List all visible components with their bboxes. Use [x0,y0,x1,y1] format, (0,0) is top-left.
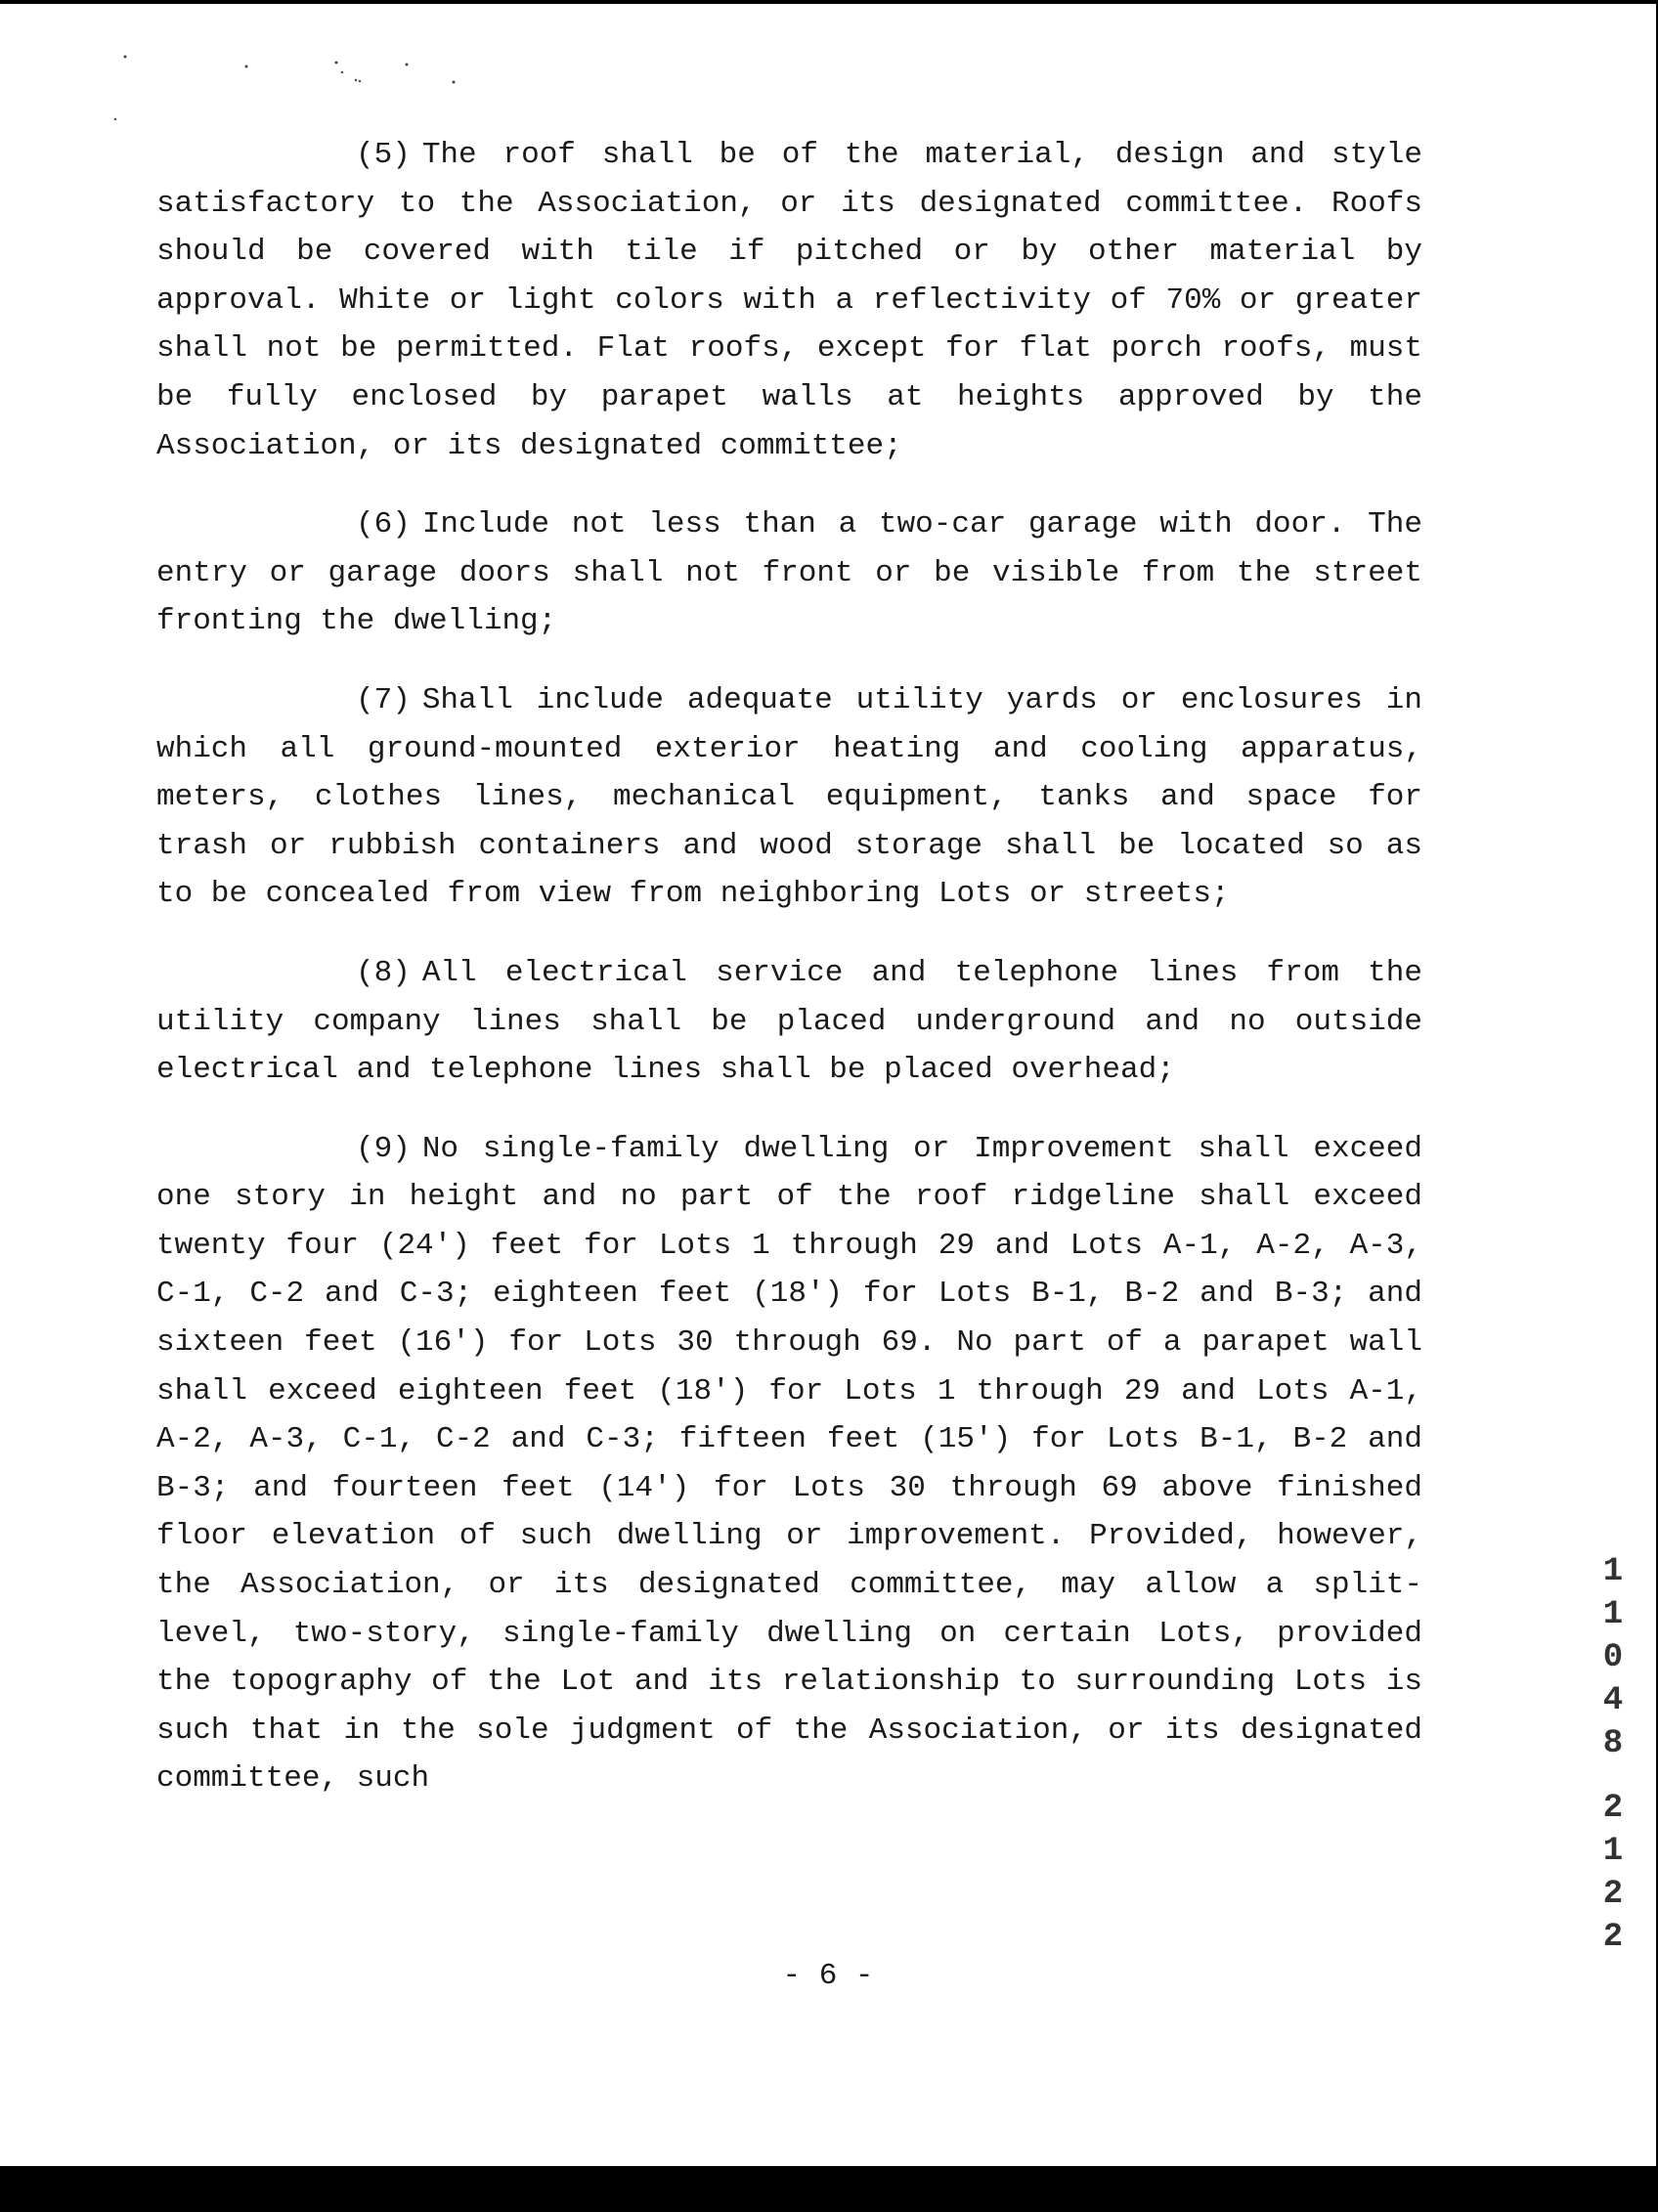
stamp-digit: 8 [1602,1725,1624,1762]
stamp-digit: 4 [1602,1682,1624,1719]
stamp-number-group [1593,1550,1633,1765]
stamp-digit: 1 [1602,1596,1624,1633]
document-stamp-number [1593,1550,1633,1959]
paragraph-text: No single-family dwelling or Improvement shall exceed one story in height and no part of the roof ridgeline shall exceed twenty four (24') feet for Lots 1 through 29 and Lots A-1, A-2, A-3, C-1, C-2 and C-3; eighteen feet (18') for Lots B-1, B-2 and B-3; and sixteen feet (16') for Lots 30 through 69. No part of a parapet wall shall exceed eighteen feet (18') for Lots 1 through 29 and Lots A-1, A-2, A-3, C-1, C-2 and C-3; fifteen feet (15') for Lots B-1, B-2 and B-3; and fourteen feet (14') for Lots 30 through 69 above finished floor elevation of such dwelling or improvement. Provided, however, the Association, or its designated committee, may allow a split-level, two-story, single-family dwelling on certain Lots, provided the topography of the Lot and its relationship to surrounding Lots is such that in the sole judgment of the Association, or its designated committee, such [156,1131,1422,1797]
paragraph-text: Shall include adequate utility yards or enclosures in which all ground-mounted exterior heating and cooling apparatus, meters, clothes lines, mechanical equipment, tanks and space for trash or rubbish containers and wood storage shall be located so as to be concealed from view from neighboring Lots or streets; [156,682,1422,912]
paragraph-text: All electrical service and telephone lines from the utility company lines shall be placed underground and no outside electrical and telephone lines shall be placed overhead; [156,955,1422,1088]
paragraph-text: Include not less than a two-car garage with door. The entry or garage doors shall not front or be visible from the street fronting the dwelling; [156,507,1422,639]
paragraph-text: The roof shall be of the material, design and style satisfactory to the Association, or its designated committee. Roofs should be covered with tile if pitched or by other material by approval. White or light colors with a reflectivity of 70% or greater shall not be permitted. Flat roofs, except for flat porch roofs, must be fully enclosed by parapet walls at heights approved by the Association, or its designated committee; [156,138,1422,463]
paragraph-number: (9) [356,1131,411,1166]
stamp-number-group [1593,1787,1633,1959]
document-page [0,4,1656,2166]
paragraph-number: (6) [356,507,411,542]
stamp-digit: 2 [1602,1876,1624,1913]
paragraph-7 [156,676,1422,919]
stamp-digit: 1 [1602,1553,1624,1590]
paragraph-8 [156,949,1422,1095]
paragraph-6 [156,500,1422,646]
stamp-digit: 1 [1602,1833,1624,1870]
stamp-digit: 0 [1602,1639,1624,1676]
paragraph-5 [156,131,1422,470]
paragraph-number: (8) [356,955,411,990]
paragraph-number: (7) [356,682,411,717]
page-number: - 6 - [782,1959,874,1993]
scan-specks [108,53,499,141]
paragraph-number: (5) [356,138,411,172]
stamp-digit: 2 [1602,1919,1624,1956]
body-text [156,131,1422,1834]
paragraph-9 [156,1125,1422,1803]
stamp-digit: 2 [1602,1790,1624,1827]
